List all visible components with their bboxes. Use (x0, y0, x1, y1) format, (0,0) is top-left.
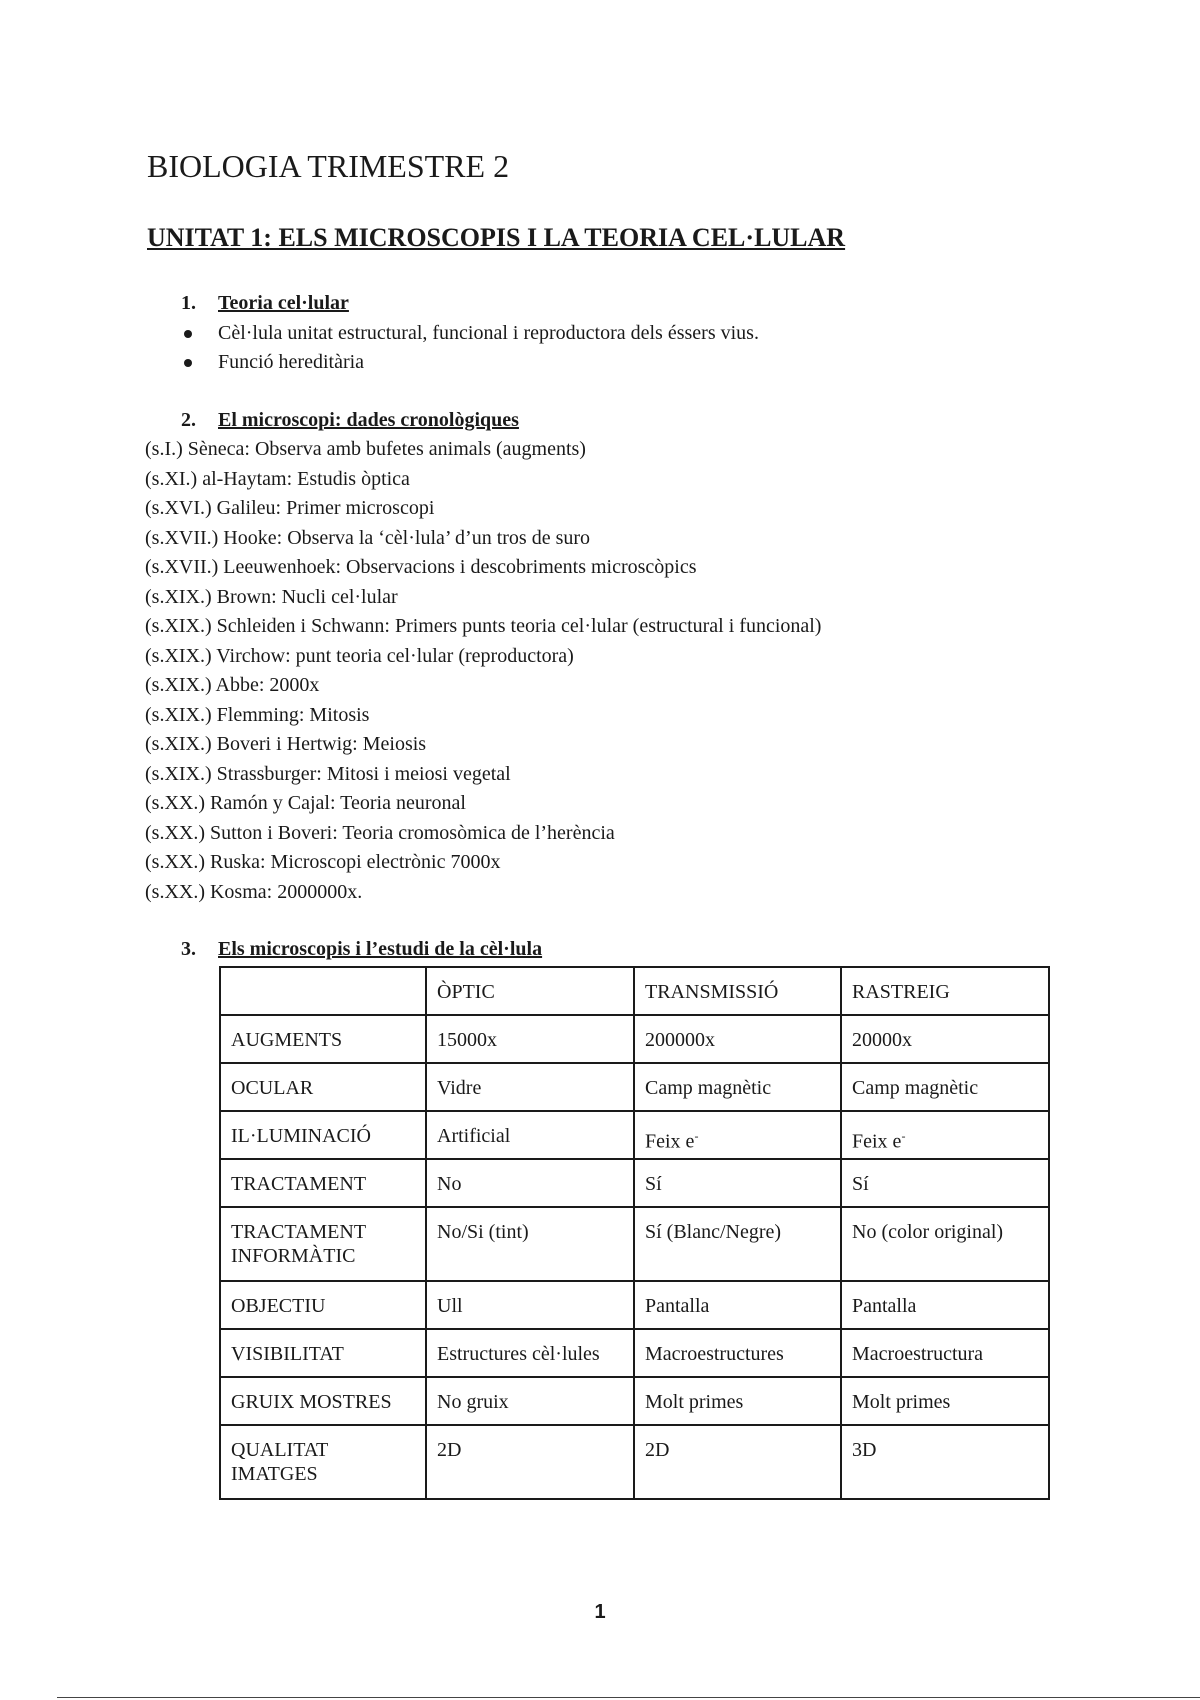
table-header-cell: TRANSMISSIÓ (634, 967, 841, 1015)
bullet-item: Cèl·lula unitat estructural, funcional i reproductora dels éssers vius. (181, 319, 759, 348)
cell-text: Feix e (852, 1130, 902, 1153)
page-number: 1 (594, 1601, 606, 1623)
timeline-entry: (s.XVII.) Hooke: Observa la ‘cèl·lula’ d’un tros de suro (145, 526, 591, 549)
table-header-cell: RASTREIG (841, 967, 1049, 1015)
section-1-number: 1. (181, 292, 196, 314)
table-cell: Macroestructures (634, 1329, 841, 1377)
table-header-cell: ÒPTIC (426, 967, 634, 1015)
timeline-entry: (s.I.) Sèneca: Observa amb bufetes animals (augments) (145, 438, 586, 460)
table-row (220, 1063, 1049, 1111)
table-cell: Pantalla (634, 1281, 841, 1329)
section-2-number: 2. (181, 409, 196, 431)
table-row-label: OCULAR (220, 1063, 426, 1111)
table-cell: Macroestructura (841, 1329, 1049, 1377)
timeline-entry: (s.XX.) Ruska: Microscopi electrònic 7000x (145, 851, 501, 873)
table-row-label: AUGMENTS (220, 1015, 426, 1063)
section-1-title: Teoria cel·lular (218, 292, 349, 314)
cell-text: Feix e (645, 1130, 695, 1153)
timeline-entry: (s.XIX.) Flemming: Mitosis (145, 703, 370, 726)
table-cell: No (color original) (841, 1207, 1049, 1281)
table-cell: Sí (Blanc/Negre) (634, 1207, 841, 1281)
table-row (220, 1281, 1049, 1329)
timeline-entry: (s.XIX.) Strassburger: Mitosi i meiosi vegetal (145, 762, 511, 785)
timeline-entry: (s.XIX.) Brown: Nucli cel·lular (145, 585, 398, 608)
table-cell: No gruix (426, 1377, 634, 1425)
table-cell: Molt primes (841, 1377, 1049, 1425)
table-cell (841, 1111, 1049, 1159)
document-title: BIOLOGIA TRIMESTRE 2 (147, 148, 510, 184)
microscope-timeline (145, 435, 821, 907)
section-1-heading (181, 290, 349, 316)
table-row-label: OBJECTIU (220, 1281, 426, 1329)
table-cell: 3D (841, 1425, 1049, 1499)
cell-theory-bullet-list (181, 319, 759, 377)
timeline-entry: (s.XVII.) Leeuwenhoek: Observacions i descobriments microscòpics (145, 556, 697, 578)
table-cell: 15000x (426, 1015, 634, 1063)
timeline-entry: (s.XIX.) Boveri i Hertwig: Meiosis (145, 733, 427, 755)
table-cell: 200000x (634, 1015, 841, 1063)
table-row (220, 1159, 1049, 1207)
table-row-label: GRUIX MOSTRES (220, 1377, 426, 1425)
timeline-entry: (s.XIX.) Virchow: punt teoria cel·lular (reproductora) (145, 644, 574, 667)
table-cell: Molt primes (634, 1377, 841, 1425)
electron-charge-superscript: - (694, 1129, 699, 1143)
table-cell (634, 1111, 841, 1159)
table-cell: Ull (426, 1281, 634, 1329)
table-header-cell (220, 967, 426, 1015)
table-cell: Vidre (426, 1063, 634, 1111)
timeline-entry: (s.XVI.) Galileu: Primer microscopi (145, 497, 435, 519)
timeline-entry: (s.XX.) Ramón y Cajal: Teoria neuronal (145, 792, 466, 814)
table-row-label: TRACTAMENT (220, 1159, 426, 1207)
table-row (220, 1425, 1049, 1499)
table-row-label: TRACTAMENT INFORMÀTIC (220, 1207, 426, 1281)
table-row (220, 1329, 1049, 1377)
table-cell: Artificial (426, 1111, 634, 1159)
table-cell: 20000x (841, 1015, 1049, 1063)
timeline-entry: (s.XX.) Sutton i Boveri: Teoria cromosòmica de l’herència (145, 821, 615, 844)
timeline-entry: (s.XIX.) Schleiden i Schwann: Primers punts teoria cel·lular (estructural i funcional) (145, 615, 822, 637)
table-cell: Pantalla (841, 1281, 1049, 1329)
table-cell: No (426, 1159, 634, 1207)
table-cell: Estructures cèl·lules (426, 1329, 634, 1377)
page-bottom-divider (57, 1697, 1200, 1698)
electron-charge-superscript: - (901, 1129, 906, 1143)
table-cell: Sí (841, 1159, 1049, 1207)
section-2-heading (181, 407, 519, 433)
table-row-label: QUALITAT IMATGES (220, 1425, 426, 1499)
timeline-entry: (s.XX.) Kosma: 2000000x. (145, 880, 363, 903)
table-row (220, 1207, 1049, 1281)
table-row-label: IL·LUMINACIÓ (220, 1111, 426, 1159)
unit-title: UNITAT 1: ELS MICROSCOPIS I LA TEORIA CEL·LULAR (147, 223, 846, 252)
table-row (220, 1111, 1049, 1159)
timeline-entry: (s.XIX.) Abbe: 2000x (145, 674, 320, 696)
table-cell: 2D (634, 1425, 841, 1499)
timeline-entry: (s.XI.) al-Haytam: Estudis òptica (145, 467, 410, 490)
table-cell: Camp magnètic (634, 1063, 841, 1111)
table-cell: Camp magnètic (841, 1063, 1049, 1111)
section-3-heading (181, 936, 542, 962)
table-cell: 2D (426, 1425, 634, 1499)
table-row (220, 1377, 1049, 1425)
table-row-label: VISIBILITAT (220, 1329, 426, 1377)
table-row (220, 1015, 1049, 1063)
section-2-title: El microscopi: dades cronològiques (218, 409, 519, 431)
microscopes-comparison-table (219, 966, 1050, 1500)
table-header-row (220, 967, 1049, 1015)
section-3-number: 3. (181, 938, 196, 960)
section-3-title: Els microscopis i l’estudi de la cèl·lula (218, 938, 543, 960)
bullet-item: Funció hereditària (181, 348, 759, 377)
table-cell: Sí (634, 1159, 841, 1207)
table-cell: No/Si (tint) (426, 1207, 634, 1281)
